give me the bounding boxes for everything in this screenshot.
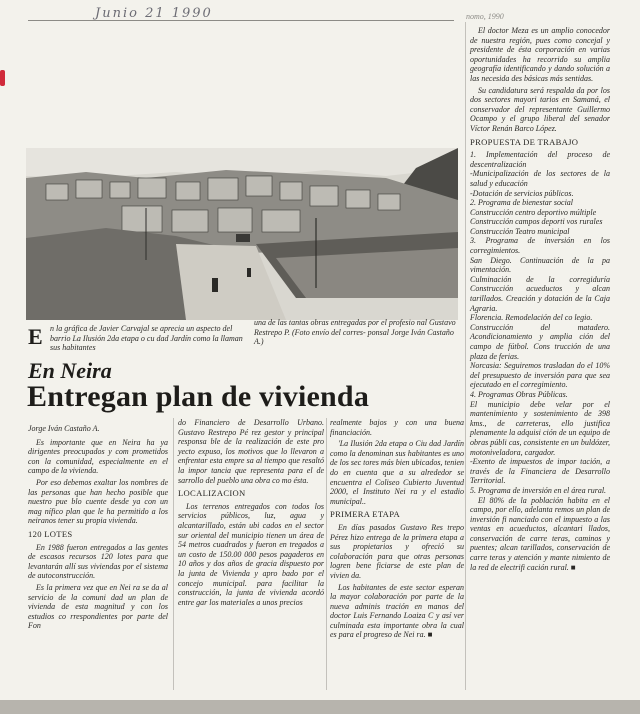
adjacent-article-column (470, 26, 610, 574)
end-mark: ■ (427, 630, 433, 640)
paragraph: Por eso debemos exaltar los nombres de las personas que han hecho posible que nuestro pue blo cuente desde ya con un mag nífico plan que le ha permitido a los neiranos tener su propia vivienda. (28, 477, 168, 526)
article-column-1 (28, 424, 168, 633)
list-item: San Diego. Continuación de la pa vimentación. (470, 255, 610, 275)
list-item: -Dotación de servicios públicos. (470, 188, 574, 198)
list-item: Construcción centro deportivo múltiple (470, 207, 597, 217)
paragraph: En días pasados Gustavo Res trepo Pérez hizo entrega de la primera etapa a sus propietarios y ofreció su colaboración para que otras personas logren bene ficiarse de este plan de vivien da. (330, 522, 464, 580)
list-item: Construcción del matadero. Acondicionamiento y amplia ción del campo de fútbol. Cons trucción de una plaza de ferias. (470, 322, 610, 361)
paragraph: realmente bajos y con una buena financiación. (330, 418, 464, 437)
column-rule (465, 22, 466, 690)
photo-caption-left: n la gráfica de Javier Carvajal se aprecia un aspecto del barrio La Ilusión 2da etapa o cu dad Jardín como la llaman sus habitantes (50, 324, 243, 352)
column-rule (173, 418, 174, 690)
list-item: 2. Programa de bienestar social (470, 198, 574, 208)
paragraph: Es la primera vez que en Nei ra se da al servicio de la comuni dad un plan de vivienda de esta magnitud y con los estudios co rrespondientes por parte del Fon (28, 582, 168, 631)
top-right-fragment: nomo, 1990 (466, 12, 504, 21)
column-rule (326, 418, 327, 690)
list-item: Florencia. Remodelación del co legio. (470, 313, 593, 323)
scan-bottom-edge (0, 700, 640, 714)
paragraph: En 1988 fueron entregados a las gentes de escasos recursos 120 lotes para que levantarán allí sus viviendas por el sistema de autoconstrucción. (28, 542, 168, 581)
red-margin-mark (0, 70, 5, 86)
list-item: Construcción Teatro municipal (470, 226, 570, 236)
paragraph: Es importante que en Neira ha ya dirigentes preocupados y com prometidos con la comunidad, especialmente en el campo de la vivienda. (28, 437, 168, 476)
list-item: Norcasia: Seguiremos trasladan do el 10% del presupuesto de inversión para que sea ejecutado en el corregimiento. (470, 361, 610, 390)
subheading-primera-etapa: PRIMERA ETAPA (330, 509, 400, 520)
list-item: Culminación de la corregiduría Construcción acueductos y alcan tarillados. Creación y dotación de la Caja Agraria. (470, 274, 610, 313)
neighborhood-photo (26, 148, 458, 320)
date-stamp: Junio 21 1990 (95, 6, 213, 21)
paragraph: 'La Ilusión 2da etapa o Ciu dad Jardín como la denominan sus habitantes es uno de los sec tores más bien ubicados, tenien do en cuenta que a su alrededor se encuentra el Coliseo Cubierto Juventud 2000, el Instituto Nei ra y el estadio municipal.. (330, 439, 464, 506)
subheading-120-lotes: 120 LOTES (28, 528, 73, 539)
paragraph: Los terrenos entregados con todos los servicios públicos, luz, agua y alcantarillado, están ubi cados en el sector sur oriental del municipio tienen un área de 54 metros cuadrados y fueron en tregados a un costo de 150.00 000 pesos pagaderos en 10 años y dos años de gracia dispuesto por la junta de Vivienda y apro bado por el concejo municipal. para facilitar la construcción, la junta de vivienda acordó entre gar los materiales a unos precios (178, 501, 324, 607)
article-kicker: En Neira (28, 358, 112, 383)
list-item: -Municipalización de los sectores de la salud y educación (470, 169, 610, 188)
article-headline: Entregan plan de vivienda (27, 380, 370, 413)
list-item: 1. Implementación del proceso de descentralización (470, 150, 610, 169)
paragraph (470, 496, 610, 573)
list-item: El municipio debe velar por el mantenimiento y sostenimiento de 398 kms., de carreteras, ello justifica plenamente la adquisi ción de un equipo de obras públi cas, consistente en un buldózer, motoniveladora, cargador. (470, 399, 610, 457)
list-item: 4. Programas Obras Públicas. (470, 389, 568, 399)
paragraph-text: Los habitantes de este sector esperan la mayor colaboración por parte de la nueva adminis tración en manos del doctor Luis Fernando Loaiza C y así ver culminada esta importante obra la cual es para el progreso de Nei ra. (330, 582, 464, 640)
paragraph-text: El 80% de la población habita en el campo, por ello, adelanta remos un plan de inversión fi nanciado con el impuesto a las ventas en acueductos, alcantari llados, conservación de carre teras, caminos y puentes; alcan tarillados, conservación de carre teras y atención y mante nimiento de la red de electrifi cación rural. (470, 495, 610, 572)
article-column-2 (178, 418, 324, 609)
subheading-localizacion: LOCALIZACION (178, 488, 246, 499)
article-column-3 (330, 418, 464, 642)
photo-caption-right: una de las tantas obras entregadas por el profesio nal Gustavo Restrepo P. (Foto envío del corres- ponsal Jorge Iván Castaño A.) (254, 318, 456, 346)
subheading-propuesta-de-trabajo: PROPUESTA DE TRABAJO (470, 136, 579, 147)
list-item: 3. Programa de inversión en los corregimientos. (470, 236, 610, 256)
paragraph (330, 583, 464, 641)
end-mark: ■ (570, 562, 576, 572)
caption-dropcap: E (28, 324, 43, 349)
paragraph: do Financiero de Desarrollo Urbano. Gustavo Restrepo Pé rez gestor y principal responsa ble de la realización de este pro yecto expuso, los motivos que lo llevaron a enfrentar esta empre sa al tiempo que resaltó la impor tancia que representa para el de sarrollo del pueblo una obra co mo ésta. (178, 418, 324, 485)
top-rule (28, 20, 454, 21)
paragraph: Su candidatura será respalda da por los dos sectores mayori tarios en Samaná, el conservador del representante Guillermo Ocampo y el grupo liberal del senador Víctor Renán Barco López. (470, 85, 610, 133)
list-item: -Exento de impuestos de impor tación, a través de la Financiera de Desarrollo Territorial. (470, 457, 610, 486)
paragraph: El doctor Meza es un amplio conocedor de nuestra región, pues como concejal y presidente de ésta corporación en varias oportunidades ha recorrido su amplia geografía identificando y dando solución a las necesida des básicas más sentidas. (470, 26, 610, 83)
byline: Jorge Iván Castaño A. (28, 424, 100, 433)
list-item: 5. Programa de inversión en el área rural. (470, 485, 607, 495)
list-item: Construcción campos deporti vos rurales (470, 217, 603, 227)
